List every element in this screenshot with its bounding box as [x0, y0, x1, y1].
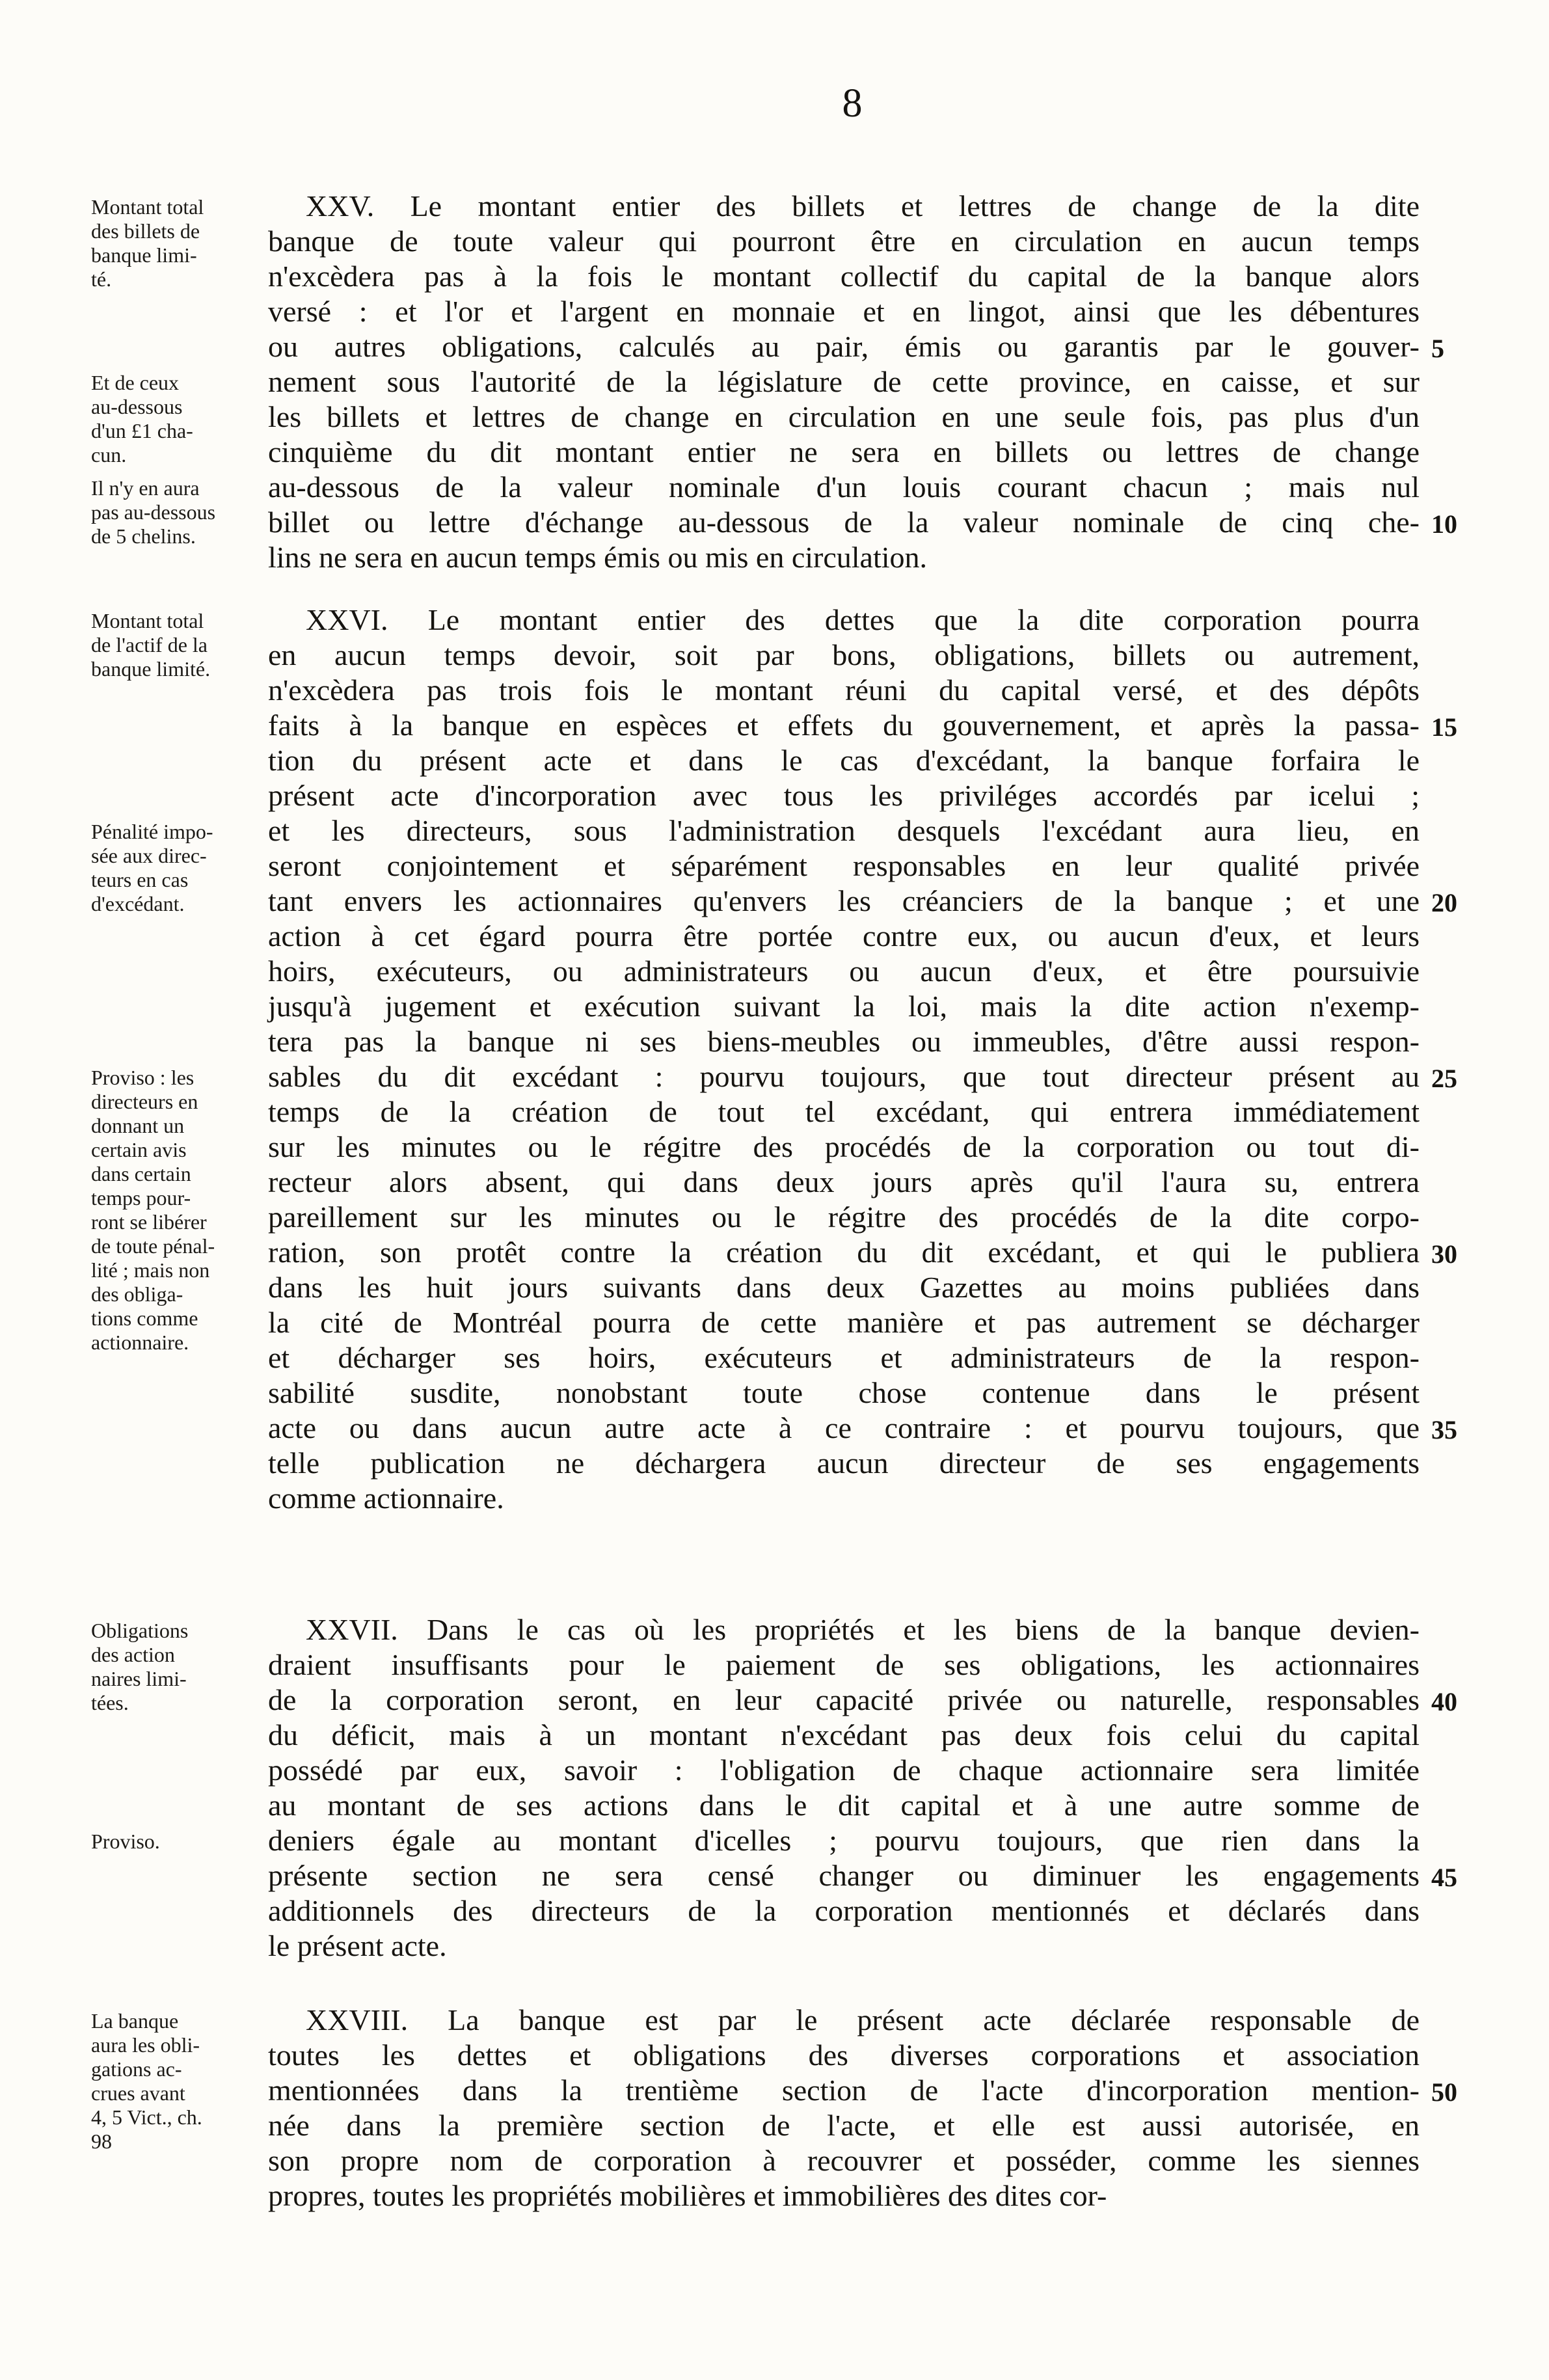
text-line: présent acte d'incorporation avec tous les priviléges accordés par icelui ; [268, 779, 1420, 812]
line-number: 5 [1431, 334, 1444, 363]
text-line: billet ou lettre d'échange au-dessous de la valeur nominale de cinq che- [268, 506, 1420, 539]
section-xxviii [0, 2003, 1549, 2213]
section-text [268, 189, 1420, 575]
margin-note: Montant total de l'actif de la banque limité. [91, 609, 211, 681]
text-line: née dans la première section de l'acte, et elle est aussi autorisée, en [268, 2109, 1420, 2142]
text-line: jusqu'à jugement et exécution suivant la loi, mais la dite action n'exemp- [268, 990, 1420, 1023]
margin-note: Proviso. [91, 1830, 160, 1853]
text-line: présente section ne sera censé changer ou diminuer les engagements [268, 1859, 1420, 1892]
text-line: au-dessous de la valeur nominale d'un louis courant chacun ; mais nul [268, 470, 1420, 504]
line-number: 10 [1431, 509, 1457, 539]
text-line: banque de toute valeur qui pourront être en circulation en aucun temps [268, 224, 1420, 258]
line-number: 15 [1431, 712, 1457, 742]
text-line: pareillement sur les minutes ou le régitre des procédés de la dite corpo- [268, 1200, 1420, 1234]
text-line: hoirs, exécuteurs, ou administrateurs ou aucun d'eux, et être poursuivie [268, 954, 1420, 988]
text-line: dans les huit jours suivants dans deux Gazettes au moins publiées dans [268, 1271, 1420, 1304]
text-line: additionnels des directeurs de la corporation mentionnés et déclarés dans [268, 1894, 1420, 1927]
margin-note: Proviso : les directeurs en donnant un certain avis dans certain temps pour- ront se libérer de toute pénal- lité ; mais non des obliga- tions comme actionnaire. [91, 1066, 215, 1354]
margin-note: Il n'y en aura pas au-dessous de 5 chelins. [91, 476, 216, 548]
text-line: propres, toutes les propriétés mobilières et immobilières des dites cor- [268, 2179, 1107, 2212]
text-line: temps de la création de tout tel excédant, qui entrera immédiatement [268, 1095, 1420, 1128]
text-line: ou autres obligations, calculés au pair, émis ou garantis par le gouver- [268, 330, 1420, 363]
text-line: de la corporation seront, en leur capacité privée ou naturelle, responsables [268, 1683, 1420, 1716]
text-line: toutes les dettes et obligations des diverses corporations et association [268, 2038, 1420, 2072]
text-line: sables du dit excédant : pourvu toujours, que tout directeur présent au [268, 1060, 1420, 1093]
text-line: sur les minutes ou le régitre des procédés de la corporation ou tout di- [268, 1130, 1420, 1163]
text-line: lins ne sera en aucun temps émis ou mis en circulation. [268, 541, 928, 574]
margin-note: Obligations des action naires limi- tées. [91, 1619, 189, 1714]
line-number: 45 [1431, 1863, 1457, 1892]
text-line: n'excèdera pas trois fois le montant réuni du capital versé, et des dépôts [268, 673, 1420, 707]
text-line: recteur alors absent, qui dans deux jours après qu'il l'aura su, entrera [268, 1165, 1420, 1198]
text-line: au montant de ses actions dans le dit capital et à une autre somme de [268, 1789, 1420, 1822]
text-line: cinquième du dit montant entier ne sera en billets ou lettres de change [268, 435, 1420, 468]
section-xxv [0, 189, 1549, 575]
text-line: et décharger ses hoirs, exécuteurs et administrateurs de la respon- [268, 1341, 1420, 1374]
text-line: acte ou dans aucun autre acte à ce contraire : et pourvu toujours, que [268, 1411, 1420, 1444]
text-line: possédé par eux, savoir : l'obligation de chaque actionnaire sera limitée [268, 1753, 1420, 1787]
text-line: n'excèdera pas à la fois le montant collectif du capital de la banque alors [268, 260, 1420, 293]
text-line: tant envers les actionnaires qu'envers les créanciers de la banque ; et une [268, 884, 1420, 917]
text-line: mentionnées dans la trentième section de l'acte d'incorporation mention- [268, 2074, 1420, 2107]
line-number: 40 [1431, 1687, 1457, 1716]
text-line: les billets et lettres de change en circulation en une seule fois, pas plus d'un [268, 400, 1420, 433]
text-line: XXV. Le montant entier des billets et lettres de change de la dite [306, 189, 1420, 223]
line-number: 25 [1431, 1064, 1457, 1093]
section-text [268, 602, 1420, 1516]
page-number: 8 [842, 81, 863, 126]
margin-note: Pénalité impo- sée aux direc- teurs en cas d'excédant. [91, 820, 213, 915]
text-line: draient insuffisants pour le paiement de ses obligations, les actionnaires [268, 1648, 1420, 1681]
text-line: ration, son protêt contre la création du dit excédant, et qui le publiera [268, 1236, 1420, 1269]
text-line: deniers égale au montant d'icelles ; pourvu toujours, que rien dans la [268, 1824, 1420, 1857]
text-line: XXVI. Le montant entier des dettes que la dite corporation pourra [306, 603, 1420, 636]
section-text [268, 1612, 1420, 1964]
text-line: action à cet égard pourra être portée contre eux, ou aucun d'eux, et leurs [268, 919, 1420, 953]
text-line: comme actionnaire. [268, 1481, 504, 1515]
line-number: 30 [1431, 1239, 1457, 1269]
text-line: versé : et l'or et l'argent en monnaie et en lingot, ainsi que les débentures [268, 295, 1420, 328]
margin-note: La banque aura les obli- gations ac- crues avant 4, 5 Vict., ch. 98 [91, 2009, 202, 2153]
line-number: 20 [1431, 888, 1457, 917]
line-number: 50 [1431, 2077, 1457, 2107]
text-line: et les directeurs, sous l'administration desquels l'excédant aura lieu, en [268, 814, 1420, 847]
section-xxvii [0, 1612, 1549, 1964]
section-text [268, 2003, 1420, 2213]
text-line: telle publication ne déchargera aucun directeur de ses engagements [268, 1446, 1420, 1480]
text-line: son propre nom de corporation à recouvrer et posséder, comme les siennes [268, 2144, 1420, 2177]
text-line: nement sous l'autorité de la législature de cette province, en caisse, et sur [268, 365, 1420, 398]
margin-note: Et de ceux au-dessous d'un £1 cha- cun. [91, 371, 193, 467]
text-line: en aucun temps devoir, soit par bons, obligations, billets ou autrement, [268, 638, 1420, 671]
text-line: le présent acte. [268, 1929, 447, 1962]
text-line: tera pas la banque ni ses biens-meubles ou immeubles, d'être aussi respon- [268, 1025, 1420, 1058]
text-line: XXVIII. La banque est par le présent acte déclarée responsable de [306, 2003, 1420, 2036]
text-line: la cité de Montréal pourra de cette manière et pas autrement se décharger [268, 1306, 1420, 1339]
text-line: seront conjointement et séparément responsables en leur qualité privée [268, 849, 1420, 882]
text-line: faits à la banque en espèces et effets du gouvernement, et après la passa- [268, 709, 1420, 742]
text-line: tion du présent acte et dans le cas d'excédant, la banque forfaira le [268, 744, 1420, 777]
text-line: XXVII. Dans le cas où les propriétés et les biens de la banque devien- [306, 1613, 1420, 1646]
section-xxvi [0, 602, 1549, 1516]
line-number: 35 [1431, 1415, 1457, 1444]
margin-note: Montant total des billets de banque limi- té. [91, 195, 204, 291]
text-line: sabilité susdite, nonobstant toute chose contenue dans le présent [268, 1376, 1420, 1409]
text-line: du déficit, mais à un montant n'excédant pas deux fois celui du capital [268, 1718, 1420, 1751]
